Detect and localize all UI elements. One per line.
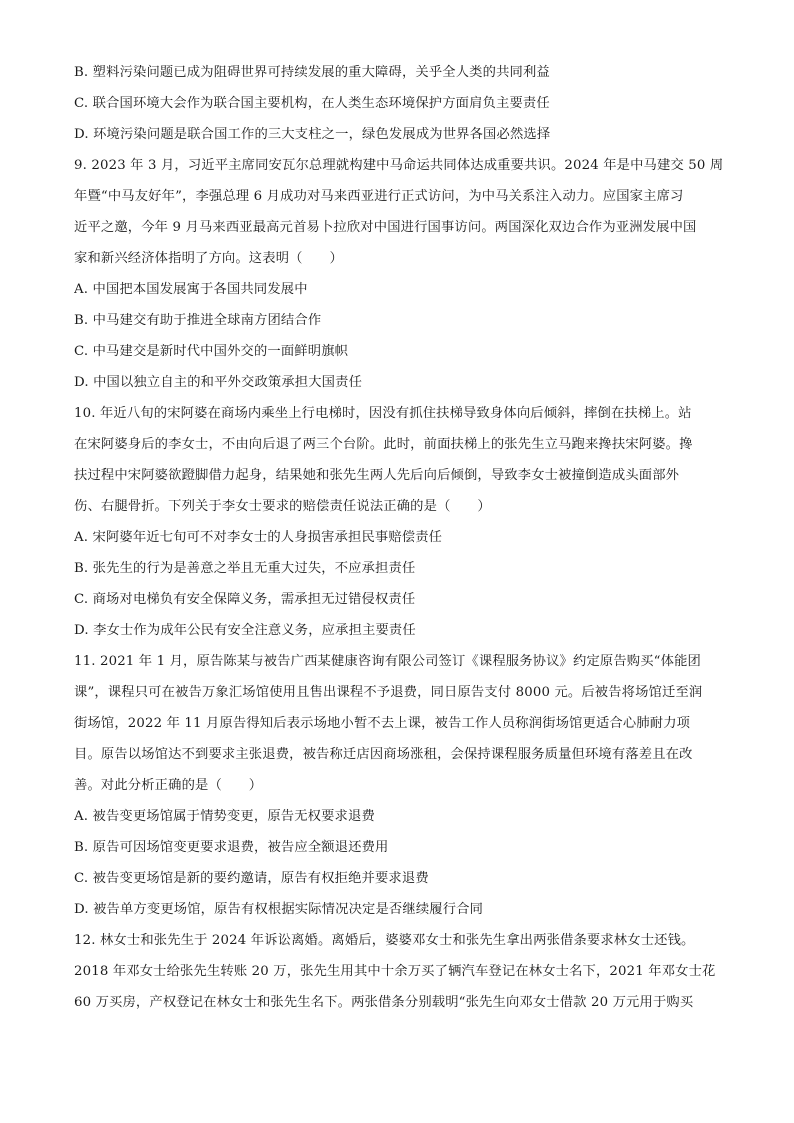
question-9-stem: 家和新兴经济体指明了方向。这表明（ ）	[74, 251, 343, 266]
option-11a: A. 被告变更场馆属于情势变更，原告无权要求退费	[74, 809, 375, 824]
question-11-stem: 目。原告以场馆达不到要求主张退费，被告称迁店因商场涨租，会保持课程服务质量但环境有落差且在改	[74, 747, 693, 762]
question-11-stem: 街场馆，2022 年 11 月原告得知后表示场地小暂不去上课，被告工作人员称润街场馆更适合心肺耐力项	[74, 716, 691, 731]
question-9-stem: 近平之邀，今年 9 月马来西亚最高元首易卜拉欣对中国进行国事访问。两国深化双边合作为亚洲发展中国	[74, 220, 697, 235]
option-11b: B. 原告可因场馆变更要求退费，被告应全额退还费用	[74, 840, 389, 855]
option-11d: D. 被告单方变更场馆，原告有权根据实际情况决定是否继续履行合同	[74, 902, 484, 917]
question-11-stem: 11. 2021 年 1 月，原告陈某与被告广西某健康咨询有限公司签订《课程服务协议》约定原告购买“体能团	[74, 654, 701, 669]
option-11c: C. 被告变更场馆是新的要约邀请，原告有权拒绝并要求退费	[74, 871, 429, 886]
question-9-stem: 年暨“中马友好年”，李强总理 6 月成功对马来西亚进行正式访问，为中马关系注入动力。应国家主席习	[74, 189, 684, 204]
question-12-stem: 60 万买房，产权登记在林女士和张先生名下。两张借条分别载明“张先生向邓女士借款 20 万元用于购买	[74, 995, 694, 1010]
option-10a: A. 宋阿婆年近七旬可不对李女士的人身损害承担民事赔偿责任	[74, 530, 443, 545]
question-9-stem: 9. 2023 年 3 月，习近平主席同安瓦尔总理就构建中马命运共同体达成重要共识。2024 年是中马建交 50 周	[74, 158, 724, 173]
option-10b: B. 张先生的行为是善意之举且无重大过失，不应承担责任	[74, 561, 416, 576]
option-10c: C. 商场对电梯负有安全保障义务，需承担无过错侵权责任	[74, 592, 416, 607]
question-12-stem: 2018 年邓女士给张先生转账 20 万，张先生用其中十余万买了辆汽车登记在林女士名下，2021 年邓女士花	[74, 964, 716, 979]
option-9b: B. 中马建交有助于推进全球南方团结合作	[74, 313, 322, 328]
question-11-stem: 善。对此分析正确的是（ ）	[74, 778, 263, 793]
question-10-stem: 扶过程中宋阿婆欲蹬脚借力起身，结果她和张先生两人先后向后倾倒，导致李女士被撞倒造成头面部外	[74, 468, 680, 483]
option-8b: B. 塑料污染问题已成为阻碍世界可持续发展的重大障碍，关乎全人类的共同利益	[74, 65, 550, 80]
question-10-stem: 10. 年近八旬的宋阿婆在商场内乘坐上行电梯时，因没有抓住扶梯导致身体向后倾斜，摔倒在扶梯上。站	[74, 406, 692, 421]
option-9c: C. 中马建交是新时代中国外交的一面鲜明旗帜	[74, 344, 349, 359]
option-9a: A. 中国把本国发展寓于各国共同发展中	[74, 282, 308, 297]
option-8d: D. 环境污染问题是联合国工作的三大支柱之一，绿色发展成为世界各国必然选择	[74, 127, 551, 142]
document-page	[74, 57, 724, 1018]
question-12-stem: 12. 林女士和张先生于 2024 年诉讼离婚。离婚后，婆婆邓女士和张先生拿出两张借条要求林女士还钱。	[74, 933, 695, 948]
option-10d: D. 李女士作为成年公民有安全注意义务，应承担主要责任	[74, 623, 416, 638]
option-8c: C. 联合国环境大会作为联合国主要机构，在人类生态环境保护方面肩负主要责任	[74, 96, 550, 111]
question-10-stem: 在宋阿婆身后的李女士，不由向后退了两三个台阶。此时，前面扶梯上的张先生立马跑来搀扶宋阿婆。搀	[74, 437, 693, 452]
question-11-stem: 课”，课程只可在被告万象汇场馆使用且售出课程不予退费，同日原告支付 8000 元。后被告将场馆迁至润	[74, 685, 703, 700]
question-10-stem: 伤、右腿骨折。下列关于李女士要求的赔偿责任说法正确的是（ ）	[74, 499, 491, 514]
option-9d: D. 中国以独立自主的和平外交政策承担大国责任	[74, 375, 363, 390]
